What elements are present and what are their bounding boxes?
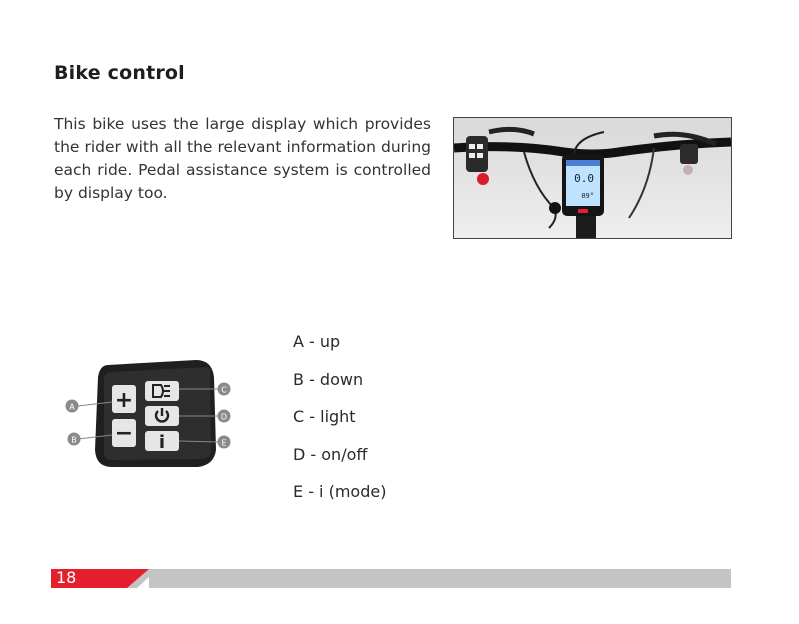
- svg-text:E: E: [221, 438, 227, 448]
- callout-a: [66, 400, 79, 413]
- minus-glyph: −: [114, 421, 134, 446]
- callout-e: [218, 436, 231, 449]
- intro-paragraph: This bike uses the large display which provides the rider with all the relevant information during each ride. Pedal assistance system is controlled by display too.: [54, 115, 431, 202]
- plus-glyph: +: [114, 388, 134, 413]
- info-glyph: i: [158, 432, 166, 453]
- legend-item-d: D - on/off: [293, 444, 368, 464]
- button-legend: [293, 330, 386, 518]
- legend-item-b: B - down: [293, 369, 364, 389]
- callout-b: [68, 433, 81, 446]
- page-title: Bike control: [54, 62, 185, 84]
- legend-item-a: A - up: [293, 332, 341, 351]
- callout-d: [218, 410, 231, 423]
- svg-text:C: C: [221, 385, 227, 395]
- display-temp: 09°: [581, 192, 594, 200]
- svg-text:B: B: [71, 435, 77, 445]
- controller-diagram: [60, 355, 240, 475]
- display-speed: 0.0: [574, 172, 594, 185]
- svg-text:D: D: [220, 412, 228, 422]
- legend-item-c: C - light: [293, 407, 356, 426]
- legend-item-e: E - i (mode): [293, 482, 387, 501]
- callout-c: [218, 383, 231, 396]
- footer-bar: [51, 569, 731, 588]
- svg-text:A: A: [69, 402, 75, 412]
- handlebar-photo: [453, 117, 732, 239]
- page-number: 18: [56, 568, 77, 587]
